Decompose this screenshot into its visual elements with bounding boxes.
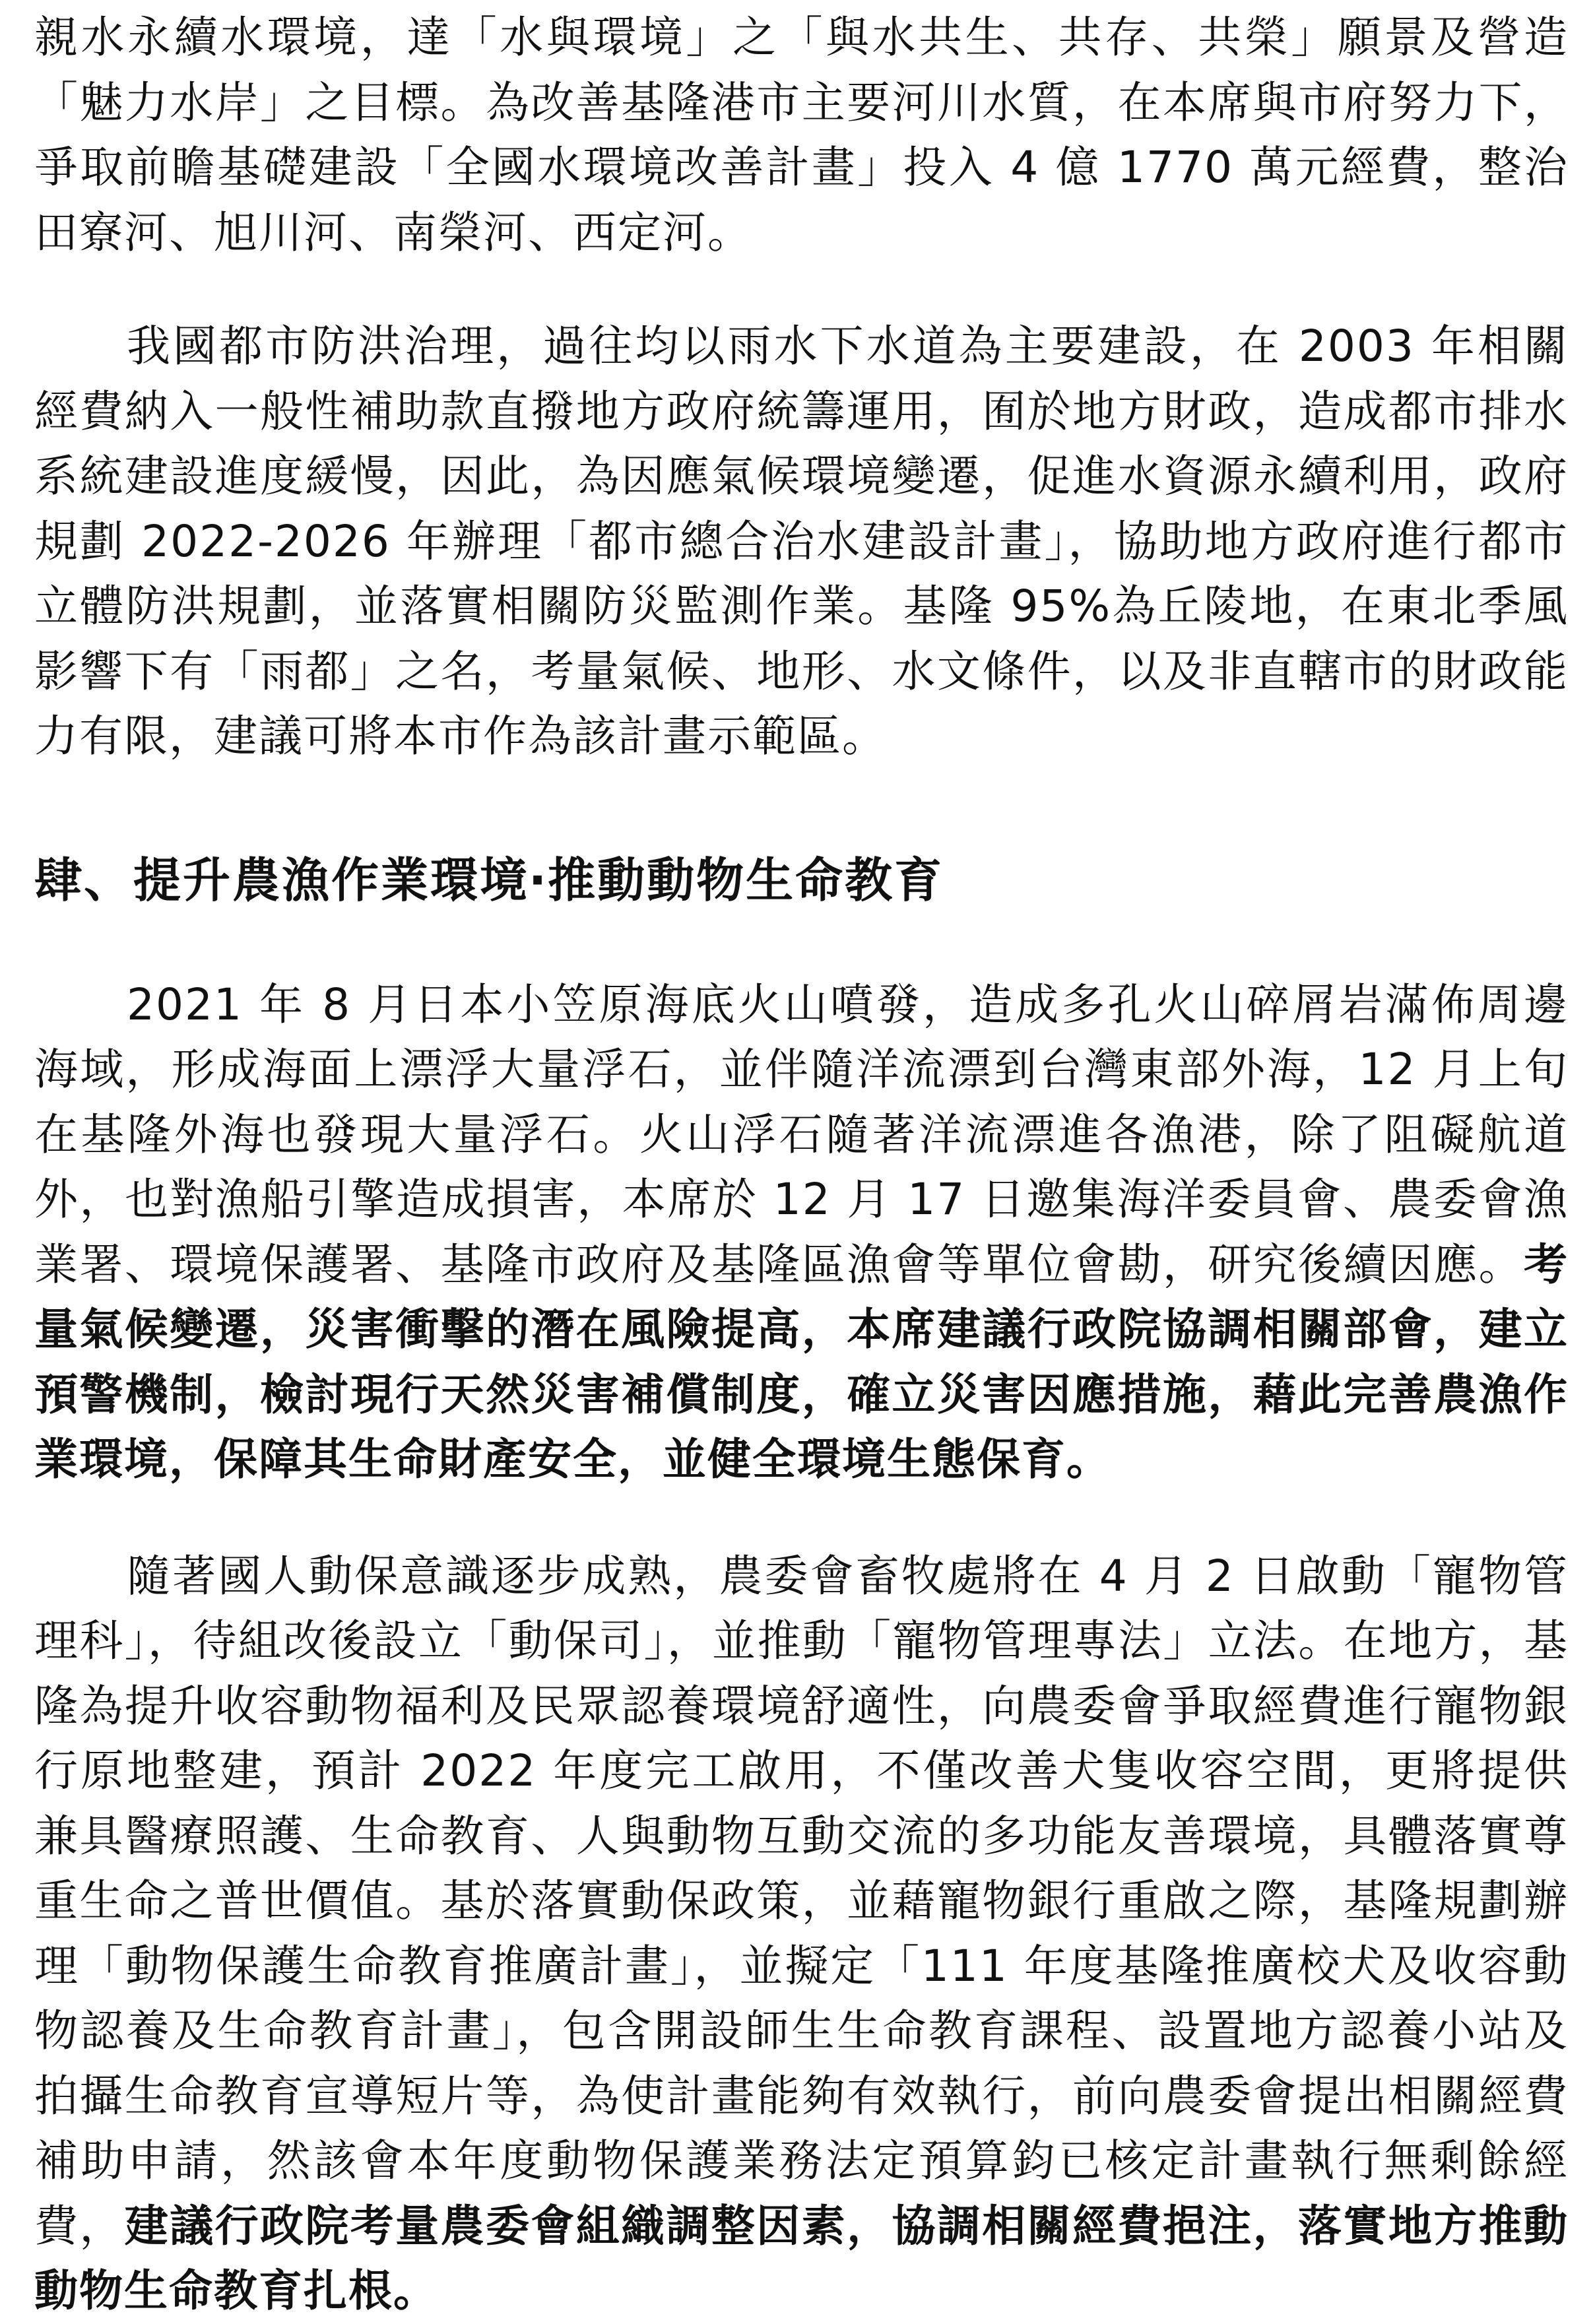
paragraph-flood-control: 我國都市防洪治理，過往均以雨水下水道為主要建設，在 2003 年相關經費納入一般性補助款直撥地方政府統籌運用，囿於地方財政，造成都市排水系統建設進度緩慢，因此，為因應氣候環境變遷，促進水資源永續利用，政府規劃 2022-2026 年辦理「都市總合治水建設計畫」，協助地方政府進行都市立體防洪規劃，並落實相關防災監測作業。基隆 95%為丘陵地，在東北季風影響下有「雨都」之名，考量氣候、地形、水文條件，以及非直轄市的財政能力有限，建議可將本市作為該計畫示範區。 — [34, 321, 1569, 761]
paragraph-pumice-text: 2021 年 8 月日本小笠原海底火山噴發，造成多孔火山碎屑岩滿佈周邊海域，形成海面上漂浮大量浮石，並伴隨洋流漂到台灣東部外海，12 月上旬在基隆外海也發現大量浮石。火山浮石隨著洋流漂進各漁港，除了阻礙航道外，也對漁船引擎造成損害，本席於 12 月 17 日邀集海洋委員會、農委會漁業署、環境保護署、基隆市政府及基隆區漁會等單位會勘，研究後續因應。 — [34, 979, 1569, 1290]
paragraph-water-environment: 親水永續水環境，達「水與環境」之「與水共生、共存、共榮」願景及營造「魅力水岸」之目標。為改善基隆港市主要河川水質，在本席與市府努力下，爭取前瞻基礎建設「全國水環境改善計畫」投入 4 億 1770 萬元經費，整治田寮河、旭川河、南榮河、西定河。 — [34, 12, 1569, 258]
paragraph-animal-recommendation: 建議行政院考量農委會組織調整因素，協調相關經費挹注，落實地方推動動物生命教育扎根。 — [34, 2200, 1569, 2316]
paragraph-animal-text: 隨著國人動保意識逐步成熟，農委會畜牧處將在 4 月 2 日啟動「寵物管理科」，待組改後設立「動保司」，並推動「寵物管理專法」立法。在地方，基隆為提升收容動物福利及民眾認養環境舒適性，向農委會爭取經費進行寵物銀行原地整建，預計 2022 年度完工啟用，不僅改善犬隻收容空間，更將提供兼具醫療照護、生命教育、人與動物互動交流的多功能友善環境，具體落實尊重生命之普世價值。基於落實動保政策，並藉寵物銀行重啟之際，基隆規劃辦理「動物保護生命教育推廣計畫」，並擬定「111 年度基隆推廣校犬及收容動物認養及生命教育計畫」，包含開設師生生命教育課程、設置地方認養小站及拍攝生命教育宣導短片等，為使計畫能夠有效執行，前向農委會提出相關經費補助申請，然該會本年度動物保護業務法定預算鈞已核定計畫執行無剩餘經費， — [34, 1550, 1569, 2251]
paragraph-pumice-disaster — [34, 973, 1569, 1493]
section-heading-4: 肆、提升農漁作業環境‧推動動物生命教育 — [34, 852, 944, 908]
paragraph-pumice-recommendation: 考量氣候變遷，災害衝擊的潛在風險提高，本席建議行政院協調相關部會，建立預警機制，檢討現行天然災害補償制度，確立災害因應措施，藉此完善農漁作業環境，保障其生命財產安全，並健全環境生態保育。 — [34, 1239, 1569, 1485]
paragraph-animal-protection — [34, 1544, 1569, 2324]
